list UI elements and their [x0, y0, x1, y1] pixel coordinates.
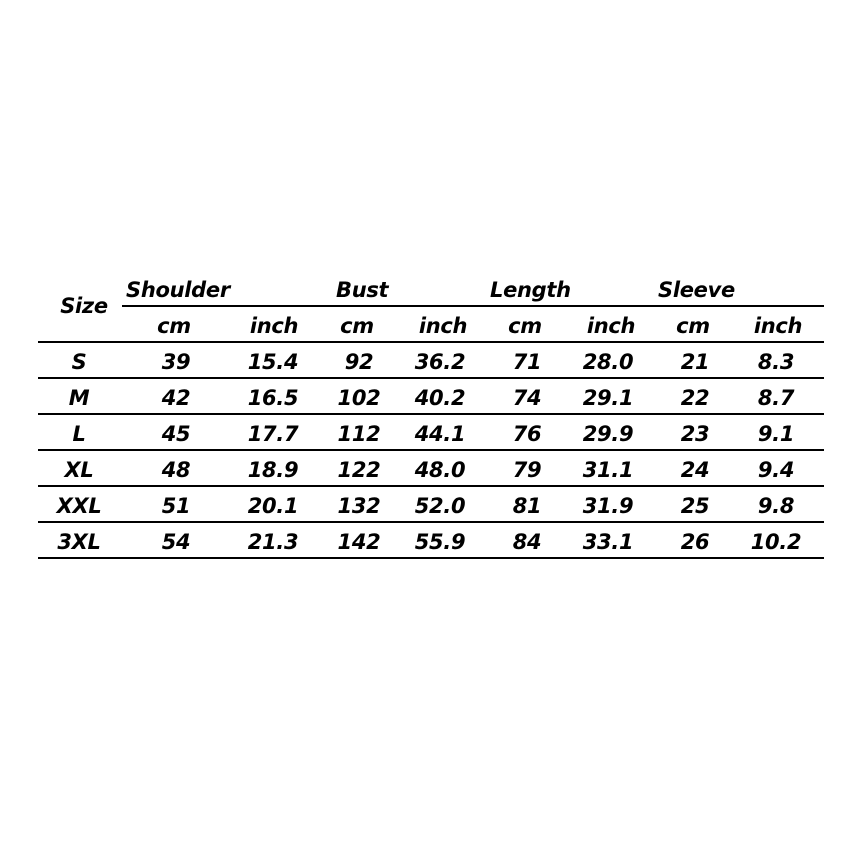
sleeve-cm-cell: 26 [680, 530, 710, 554]
sleeve-cm-cell: 23 [680, 422, 710, 446]
length-inch-cell: 31.9 [582, 494, 634, 518]
table-bottom-border [38, 557, 824, 559]
bust-inch-cell: 44.1 [414, 422, 466, 446]
shoulder-cm-cell: 48 [161, 458, 191, 482]
size-cell: M [68, 386, 90, 410]
bust-cm-cell: 102 [337, 386, 381, 410]
row-divider [38, 377, 824, 379]
size-column-header: Size [60, 294, 108, 318]
shoulder-cm-cell: 39 [161, 350, 191, 374]
bust-cm-cell: 112 [337, 422, 381, 446]
bust-inch-cell: 52.0 [414, 494, 466, 518]
bust-inch-cell: 48.0 [414, 458, 466, 482]
bust-inch-cell: 55.9 [414, 530, 466, 554]
length-inch-cell: 29.9 [582, 422, 634, 446]
unit-header-sleeve-cm: cm [676, 314, 710, 338]
shoulder-cm-cell: 54 [161, 530, 191, 554]
sleeve-inch-cell: 10.2 [750, 530, 802, 554]
shoulder-cm-cell: 42 [161, 386, 191, 410]
size-cell: 3XL [57, 530, 101, 554]
length-cm-cell: 81 [512, 494, 542, 518]
sleeve-cm-cell: 21 [680, 350, 710, 374]
sleeve-cm-cell: 24 [680, 458, 710, 482]
shoulder-inch-cell: 15.4 [247, 350, 299, 374]
shoulder-inch-cell: 17.7 [247, 422, 299, 446]
header-divider [38, 341, 824, 343]
shoulder-inch-cell: 18.9 [247, 458, 299, 482]
size-chart-table [38, 270, 824, 558]
row-divider [38, 449, 824, 451]
shoulder-inch-cell: 16.5 [247, 386, 299, 410]
shoulder-cm-cell: 45 [161, 422, 191, 446]
unit-header-bust-cm: cm [340, 314, 374, 338]
sleeve-inch-cell: 9.8 [757, 494, 795, 518]
group-header-divider [122, 305, 824, 307]
length-cm-cell: 76 [512, 422, 542, 446]
group-header-shoulder: Shoulder [126, 278, 230, 302]
unit-header-length-inch: inch [586, 314, 636, 338]
shoulder-inch-cell: 20.1 [247, 494, 299, 518]
unit-header-shoulder-inch: inch [249, 314, 299, 338]
length-cm-cell: 71 [512, 350, 542, 374]
unit-header-length-cm: cm [508, 314, 542, 338]
length-inch-cell: 28.0 [582, 350, 634, 374]
sleeve-inch-cell: 9.1 [757, 422, 795, 446]
size-cell: XL [64, 458, 94, 482]
bust-cm-cell: 132 [337, 494, 381, 518]
unit-header-bust-inch: inch [418, 314, 468, 338]
group-header-length: Length [490, 278, 571, 302]
length-cm-cell: 79 [512, 458, 542, 482]
sleeve-inch-cell: 8.3 [757, 350, 795, 374]
bust-inch-cell: 40.2 [414, 386, 466, 410]
length-cm-cell: 74 [512, 386, 542, 410]
size-cell: S [71, 350, 87, 374]
length-inch-cell: 31.1 [582, 458, 634, 482]
row-divider [38, 485, 824, 487]
size-cell: XXL [56, 494, 102, 518]
sleeve-inch-cell: 9.4 [757, 458, 795, 482]
length-inch-cell: 29.1 [582, 386, 634, 410]
bust-cm-cell: 122 [337, 458, 381, 482]
bust-inch-cell: 36.2 [414, 350, 466, 374]
length-inch-cell: 33.1 [582, 530, 634, 554]
row-divider [38, 413, 824, 415]
bust-cm-cell: 142 [337, 530, 381, 554]
row-divider [38, 521, 824, 523]
length-cm-cell: 84 [512, 530, 542, 554]
unit-header-sleeve-inch: inch [753, 314, 803, 338]
shoulder-inch-cell: 21.3 [247, 530, 299, 554]
group-header-sleeve: Sleeve [658, 278, 735, 302]
shoulder-cm-cell: 51 [161, 494, 191, 518]
unit-header-shoulder-cm: cm [157, 314, 191, 338]
sleeve-cm-cell: 22 [680, 386, 710, 410]
sleeve-inch-cell: 8.7 [757, 386, 795, 410]
bust-cm-cell: 92 [344, 350, 374, 374]
size-cell: L [72, 422, 86, 446]
sleeve-cm-cell: 25 [680, 494, 710, 518]
group-header-bust: Bust [336, 278, 389, 302]
